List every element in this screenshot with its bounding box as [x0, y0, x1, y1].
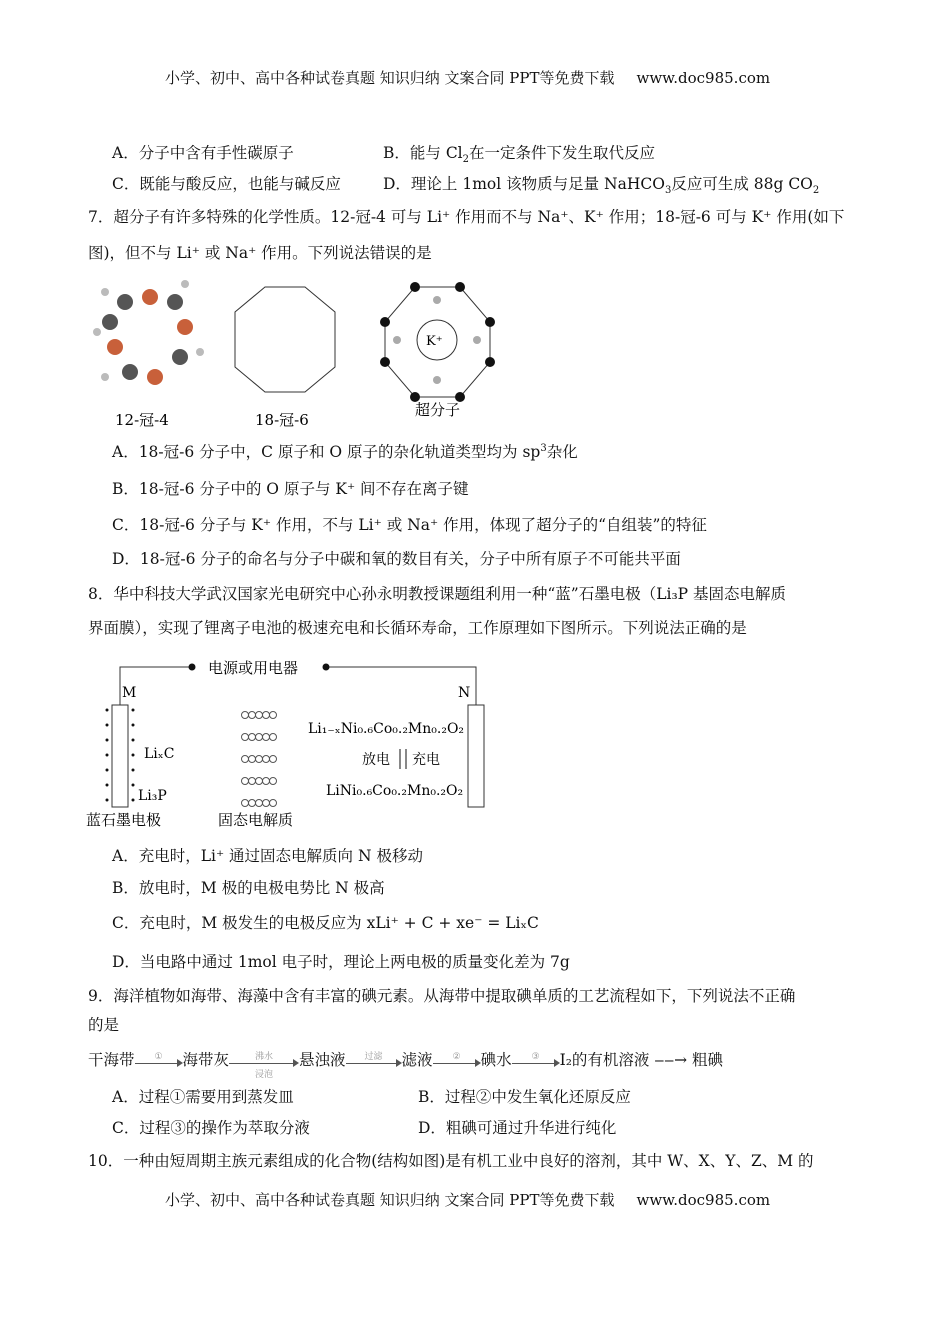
- q8-option-d: D．当电路中通过 1mol 电子时，理论上两电极的质量变化差为 7g: [112, 953, 570, 971]
- q8-stem-line1: 8．华中科技大学武汉国家光电研究中心孙永明教授课题组利用一种“蓝”石墨电极（Li₃P 基固态电解质: [88, 585, 787, 603]
- blue-graphite-caption: 蓝石墨电极: [86, 811, 162, 829]
- q9-option-a: A．过程①需要用到蒸发皿: [112, 1088, 294, 1106]
- supramolecule-structure: [380, 282, 495, 402]
- footer-text: 小学、初中、高中各种试卷真题 知识归纳 文案合同 PPT等免费下载: [165, 1191, 615, 1209]
- q7-option-c: C．18-冠-6 分子与 K⁺ 作用，不与 Li⁺ 或 Na⁺ 作用，体现了超分子的“自组装”的特征: [112, 516, 707, 534]
- flow-arrow: ①: [135, 1051, 183, 1071]
- q8-option-b: B．放电时，M 极的电极电势比 N 极高: [112, 879, 385, 897]
- footer-url[interactable]: www.doc985.com: [636, 1191, 771, 1209]
- q6-option-d: D．理论上 1mol 该物质与足量 NaHCO$_3$反应可生成 88g $CO_2$: [383, 175, 820, 197]
- battery-diagram: [80, 645, 500, 835]
- page-footer: [165, 1190, 770, 1210]
- lixc-label: LiₓC: [144, 746, 175, 762]
- electrode-n: [468, 705, 484, 807]
- label-18-crown-6: 18-冠-6: [255, 411, 309, 429]
- q6-option-a: A．分子中含有手性碳原子: [112, 144, 294, 162]
- q9-stem-line2: 的是: [88, 1016, 120, 1034]
- q9-stem-line1: 9．海洋植物如海带、海藻中含有丰富的碘元素。从海带中提取碘单质的工艺流程如下，下列说法不正确: [88, 987, 796, 1005]
- q6-option-c: C．既能与酸反应，也能与碱反应: [112, 175, 341, 193]
- flow-arrow: ③: [512, 1051, 560, 1071]
- q9-flow: 干海带 ① 海带灰 沸水 浸泡 悬浊液 过滤 滤液 ② 碘水 ③ I₂的有机溶液 ‒‒→ 粗碘: [88, 1051, 724, 1080]
- q7-option-d: D．18-冠-6 分子的命名与分子中碳和氧的数目有关，分子中所有原子不可能共平面: [112, 550, 681, 568]
- charge-label: 充电: [412, 752, 440, 768]
- q7-stem-line1: 7．超分子有许多特殊的化学性质。12-冠-4 可与 Li⁺ 作用而不与 Na⁺、K⁺ 作用；18-冠-6 可与 K⁺ 作用(如下: [88, 208, 845, 226]
- cathode-discharged-formula: LiNi₀.₆Co₀.₂Mn₀.₂O₂: [326, 783, 464, 799]
- label-12-crown-4: 12-冠-4: [115, 411, 169, 429]
- solid-electrolyte-circles: [242, 712, 277, 807]
- q10-stem-line1: 10．一种由短周期主族元素组成的化合物(结构如图)是有机工业中良好的溶剂，其中 W、X、Y、Z、M 的: [88, 1152, 814, 1170]
- power-source-label: 电源或用电器: [208, 659, 299, 677]
- q9-option-d: D．粗碘可通过升华进行纯化: [418, 1119, 617, 1137]
- q8-stem-line2: 界面膜），实现了锂离子电池的极速充电和长循环寿命，工作原理如下图所示。下列说法正确的是: [88, 619, 747, 637]
- q8-option-c: C．充电时，M 极发生的电极反应为 xLi⁺ + C + xe⁻ = LiₓC: [112, 914, 539, 932]
- flow-arrow: 过滤: [346, 1051, 402, 1071]
- 12-crown-4-model: [93, 280, 204, 385]
- q7-stem-line2: 图)，但不与 Li⁺ 或 Na⁺ 作用。下列说法错误的是: [88, 244, 432, 262]
- q7-option-a: A．18-冠-6 分子中，C 原子和 O 原子的杂化轨道类型均为 $sp^3$杂化: [112, 442, 578, 461]
- q9-option-b: B．过程②中发生氧化还原反应: [418, 1088, 631, 1106]
- header-url[interactable]: www.doc985.com: [636, 69, 771, 87]
- cathode-charged-formula: Li₁₋ₓNi₀.₆Co₀.₂Mn₀.₂O₂: [308, 721, 465, 737]
- svg-text:K⁺: K⁺: [426, 334, 443, 349]
- q9-option-c: C．过程③的操作为萃取分液: [112, 1119, 310, 1137]
- discharge-label: 放电: [362, 752, 390, 768]
- flow-arrow: 沸水 浸泡: [229, 1051, 299, 1071]
- li3p-label: Li₃P: [138, 788, 167, 804]
- 18-crown-6-structure: [235, 287, 335, 392]
- flow-arrow: ②: [433, 1051, 481, 1071]
- crown-ether-figure: [85, 272, 505, 432]
- header-text: 小学、初中、高中各种试卷真题 知识归纳 文案合同 PPT等免费下载: [165, 69, 615, 87]
- electrode-n-label: N: [458, 685, 471, 701]
- q7-option-b: B．18-冠-6 分子中的 O 原子与 K⁺ 间不存在离子键: [112, 480, 469, 498]
- q6-option-b: B．能与 $Cl_2$在一定条件下发生取代反应: [383, 144, 656, 166]
- label-supramolecule: 超分子: [415, 401, 461, 419]
- q8-option-a: A．充电时，Li⁺ 通过固态电解质向 N 极移动: [112, 847, 423, 865]
- electrode-m-label: M: [122, 685, 137, 701]
- electrode-m: [112, 705, 128, 807]
- page-header: [165, 68, 770, 88]
- electrolyte-caption: 固态电解质: [218, 811, 294, 829]
